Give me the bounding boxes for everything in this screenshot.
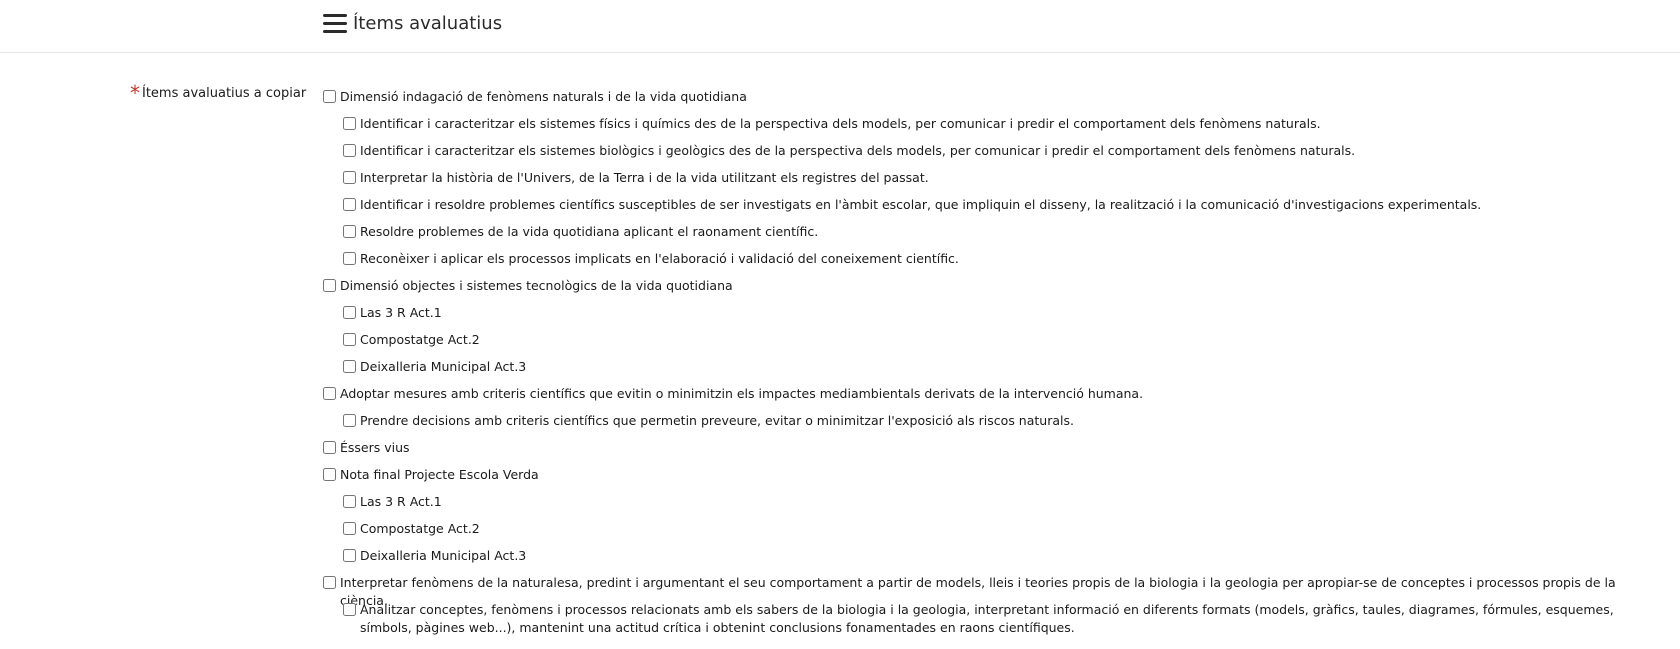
item-label: Identificar i caracteritzar els sistemes físics i químics des de la perspectiva dels models, per comunicar i predir el comportament dels fenòmens naturals. xyxy=(360,116,1321,131)
item-label: Nota final Projecte Escola Verda xyxy=(340,467,539,482)
sub-item xyxy=(323,142,1663,169)
field-label xyxy=(130,81,307,105)
page-title: Ítems avaluatius xyxy=(353,13,503,34)
item-label: Compostatge Act.2 xyxy=(360,521,480,536)
item-checkbox[interactable] xyxy=(343,144,356,157)
item-group xyxy=(323,385,1663,412)
item-checkbox[interactable] xyxy=(343,360,356,373)
item-checkbox[interactable] xyxy=(343,117,356,130)
item-checkbox[interactable] xyxy=(323,90,336,103)
menu-icon-bar xyxy=(323,22,347,25)
item-checkbox[interactable] xyxy=(343,414,356,427)
sub-item xyxy=(323,331,1663,358)
item-checkbox[interactable] xyxy=(343,603,356,616)
menu-icon-bar xyxy=(323,14,347,17)
item-checkbox[interactable] xyxy=(343,225,356,238)
sub-item xyxy=(323,196,1663,223)
item-label: Identificar i resoldre problemes científics susceptibles de ser investigats en l'àmbit escolar, que impliquin el disseny, la realització i la comunicació d'investigacions experimentals. xyxy=(360,197,1482,212)
item-checkbox[interactable] xyxy=(343,306,356,319)
item-label: Compostatge Act.2 xyxy=(360,332,480,347)
item-label: Analitzar conceptes, fenòmens i processos relacionats amb els sabers de la biologia i la geologia, interpretant informació en diferents formats (models, gràfics, taules, diagrames, fórmules, esquemes, símbols, pàgines web...), mantenint una actitud crítica i obtenint conclusions fonamentades en raons científiques. xyxy=(360,602,1614,635)
menu-icon-bar xyxy=(323,30,347,33)
item-group xyxy=(323,277,1663,304)
sub-item xyxy=(323,223,1663,250)
item-checkbox[interactable] xyxy=(343,549,356,562)
item-label: Dimensió objectes i sistemes tecnològics de la vida quotidiana xyxy=(340,278,733,293)
item-label: Éssers vius xyxy=(340,440,410,455)
sub-item xyxy=(323,412,1663,439)
item-group xyxy=(323,88,1663,115)
sub-item xyxy=(323,520,1663,547)
item-label: Reconèixer i aplicar els processos implicats en l'elaboració i validació del coneixement científic. xyxy=(360,251,959,266)
item-label: Resoldre problemes de la vida quotidiana aplicant el raonament científic. xyxy=(360,224,819,239)
sub-item xyxy=(323,358,1663,385)
item-group xyxy=(323,466,1663,493)
field-label-text: Ítems avaluatius a copiar xyxy=(142,86,307,101)
sub-item xyxy=(323,493,1663,520)
item-label: Prendre decisions amb criteris científics que permetin preveure, evitar o minimitzar l'exposició als riscos naturals. xyxy=(360,413,1074,428)
item-checkbox[interactable] xyxy=(343,495,356,508)
item-label: Adoptar mesures amb criteris científics que evitin o minimitzin els impactes mediambientals derivats de la intervenció humana. xyxy=(340,386,1144,401)
sub-item xyxy=(323,547,1663,574)
top-bar xyxy=(0,0,1680,53)
item-label: Identificar i caracteritzar els sistemes biològics i geològics des de la perspectiva dels models, per comunicar i predir el comportament dels fenòmens naturals. xyxy=(360,143,1356,158)
item-label: Las 3 R Act.1 xyxy=(360,305,442,320)
item-checkbox[interactable] xyxy=(323,468,336,481)
item-group xyxy=(323,439,1663,466)
evaluative-items-list xyxy=(323,88,1663,645)
sub-item xyxy=(323,601,1663,645)
item-label: Deixalleria Municipal Act.3 xyxy=(360,548,527,563)
sub-item xyxy=(323,250,1663,277)
item-checkbox[interactable] xyxy=(343,198,356,211)
item-checkbox[interactable] xyxy=(343,252,356,265)
item-label: Interpretar fenòmens de la naturalesa, predint i argumentant el seu comportament a partir de models, lleis i teories propis de la biologia i la geologia per apropiar-se de conceptes i processos propis de la ciència. xyxy=(340,575,1616,608)
item-checkbox[interactable] xyxy=(323,387,336,400)
item-checkbox[interactable] xyxy=(323,576,336,589)
sub-item xyxy=(323,115,1663,142)
item-checkbox[interactable] xyxy=(323,279,336,292)
item-label: Deixalleria Municipal Act.3 xyxy=(360,359,527,374)
item-label: Dimensió indagació de fenòmens naturals i de la vida quotidiana xyxy=(340,89,747,104)
item-checkbox[interactable] xyxy=(343,171,356,184)
sub-item xyxy=(323,304,1663,331)
item-label: Interpretar la història de l'Univers, de la Terra i de la vida utilitzant els registres del passat. xyxy=(360,170,929,185)
item-checkbox[interactable] xyxy=(323,441,336,454)
sub-item xyxy=(323,169,1663,196)
item-group xyxy=(323,574,1663,608)
menu-icon[interactable] xyxy=(323,14,347,34)
item-checkbox[interactable] xyxy=(343,333,356,346)
item-checkbox[interactable] xyxy=(343,522,356,535)
item-label: Las 3 R Act.1 xyxy=(360,494,442,509)
required-asterisk-icon: * xyxy=(130,81,140,105)
